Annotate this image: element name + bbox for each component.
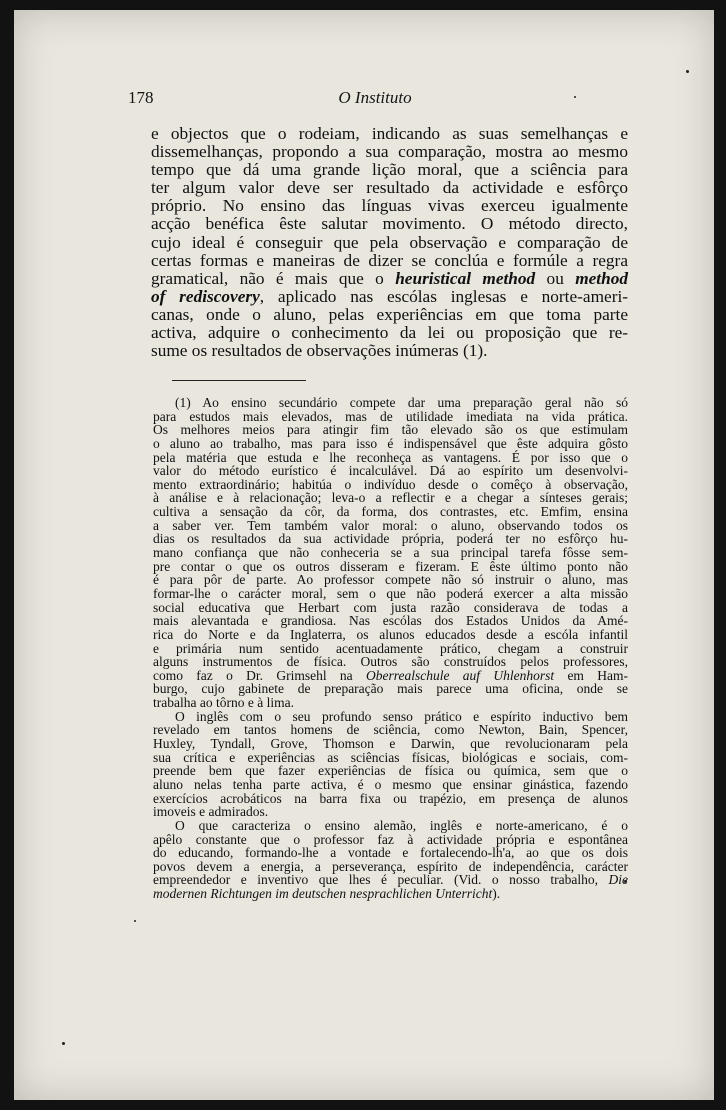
body-line: certas formas e maneiras de dizer se conclúa e formúle a regra [151, 250, 628, 270]
footnote-line: pre contar o que os outros disseram e fizeram. E êste último ponto não [153, 558, 628, 574]
body-line: canas, onde o aluno, pelas experiências em que toma parte [151, 304, 628, 324]
footnote-line: alguns instrumentos de física. Outros são construídos pelos professores, [153, 654, 628, 670]
body-line: gramatical, não é mais que o heuristical method ou method [151, 268, 628, 288]
body-line: ter algum valor deve ser resultado da actividade e esfôrço [151, 178, 628, 198]
page-header [128, 88, 622, 112]
footnote-line: burgo, cujo gabinete de preparação mais parece uma oficina, onde se [153, 681, 628, 697]
body-line: sume os resultados de observações inúmeras (1). [151, 341, 488, 361]
footnote-line: dias os resultados da sua actividade própria, poderá ter no esfôrço hu- [153, 531, 628, 547]
body-line: of rediscovery, aplicado nas escólas inglesas e norte-ameri- [151, 286, 628, 306]
footnote-line: mento extraordinário; habitúa o indivíduo desde o comêço à observação, [153, 476, 628, 492]
emphasis: heuristical method [395, 268, 536, 288]
footnote-line: aluno nelas tenha parte activa, é o mesmo que ensinar ginástica, fazendo [153, 776, 628, 792]
footnote-line: trabalha ao tôrno e à lima. [153, 695, 294, 711]
footnote-line: do educando, formando-lhe a vontade e fortalecendo-lh'a, ao que os dois [153, 845, 628, 861]
emphasis: Die [608, 872, 628, 888]
footnote-line: formar-lhe o carácter moral, sem o que não poderá exercer a alta missão [153, 585, 628, 601]
speck [62, 1042, 65, 1045]
footnote-line: empreendedor e inventivo que lhes é peculiar. (Vid. o nosso trabalho, Die [153, 872, 628, 888]
footnote-line: e primária num sentido acentuadamente prático, chegam a construir [153, 640, 628, 656]
footnote-line: cultiva a sensação da côr, da forma, dos contrastes, etc. Emfim, ensina [153, 504, 628, 520]
footnote-line: pela matéria que estuda e lhe reconheça as vantagens. É por isso que o [153, 449, 628, 465]
footnote-line: povos devem a energia, a perseverança, espírito de independência, carácter [153, 858, 628, 874]
footnote-line: como faz o Dr. Grimsehl na Oberrealschule auf Uhlenhorst em Ham- [153, 667, 628, 683]
footnote-line: é para pôr de parte. Ao professor compete não só instruir o aluno, mas [153, 572, 628, 588]
footnote-line: preende bem que fazer experiências de física ou química, sem que o [153, 763, 628, 779]
footnote-separator [172, 380, 306, 381]
speck [134, 920, 136, 922]
body-line: activa, adquire o conhecimento da lei ou proposição que re- [151, 323, 628, 343]
footnote-line: a saber ver. Tem também valor moral: o aluno, observando todos os [153, 517, 628, 533]
footnote-line: mano confiança que não conheceria se a sua principal tarefa fôsse sem- [153, 545, 628, 561]
body-line: e objectos que o rodeiam, indicando as suas semelhanças e [151, 124, 628, 143]
footnote-block [153, 396, 628, 901]
speck [686, 70, 689, 73]
footnote-line: apêlo constante que o professor faz à actividade própria e espontânea [153, 831, 628, 847]
footnote-line: O que caracteriza o ensino alemão, inglês e norte-americano, é o [175, 817, 628, 833]
emphasis: of rediscovery [151, 286, 260, 306]
footnote-line: exercícios acrobáticos na barra fixa ou trapézio, em presença de alunos [153, 790, 628, 806]
footnote-line: Os melhores meios para atingir fim tão elevado são os que estimulam [153, 422, 628, 438]
footnote-line: para estudos mais elevados, mas de utilidade imediata na vida prática. [153, 408, 628, 424]
body-line: acção benéfica êste salutar movimento. O método directo, [151, 214, 628, 234]
body-line: tempo que dá uma grande lição moral, que a sciência para [151, 160, 628, 180]
footnote-line: O inglês com o seu profundo senso prático e espírito inductivo bem [175, 708, 628, 724]
footnote-line: rica do Norte e da Inglaterra, os alunos educados desde a escóla infantil [153, 626, 628, 642]
footnote-line: o aluno ao trabalho, mas para isso é indispensável que êste adquira gôsto [153, 435, 628, 451]
emphasis: modernen Richtungen im deutschen nesprachlichen Unterricht [153, 886, 493, 902]
footnote-line: mais alevantada e grandiosa. Nas escólas dos Estados Unidos da Amé- [153, 613, 628, 629]
running-title: O Instituto [338, 88, 412, 107]
footnote-line: modernen Richtungen im deutschen nesprachlichen Unterricht). [153, 886, 501, 902]
footnote-line: sua crítica e experiências as sciências físicas, biológicas e sociais, com- [153, 749, 628, 765]
footnote-line: (1) Ao ensino secundário compete dar uma preparação geral não só [175, 395, 628, 410]
footnote-line: Huxley, Tyndall, Grove, Thomson e Darwin, que revolucionaram pela [153, 736, 628, 752]
footnote-line: revelado em tantos homens de sciência, como Newton, Bain, Spencer, [153, 722, 628, 738]
footnote-line: à análise e à relacionação; leva-o a reflectir e a chegar a sínteses gerais; [153, 490, 628, 506]
footnote-line: imoveis e admirados. [153, 804, 269, 820]
main-paragraph [151, 125, 628, 360]
body-line: cujo ideal é conseguir que pela observação e comparação de [151, 232, 628, 252]
emphasis: Oberrealschule auf Uhlenhorst [366, 667, 555, 683]
footnote-line: valor do método eurístico é incalculável. Dá ao espírito um desenvolvi- [153, 463, 628, 479]
body-line: dissemelhanças, propondo a sua comparação, mostra ao mesmo [151, 142, 628, 162]
emphasis: method [575, 268, 628, 288]
page-number: 178 [128, 88, 154, 107]
footnote-line: social educativa que Herbart com justa razão considerava de todas a [153, 599, 628, 615]
body-line: próprio. No ensino das línguas vivas exerceu igualmente [151, 196, 628, 216]
